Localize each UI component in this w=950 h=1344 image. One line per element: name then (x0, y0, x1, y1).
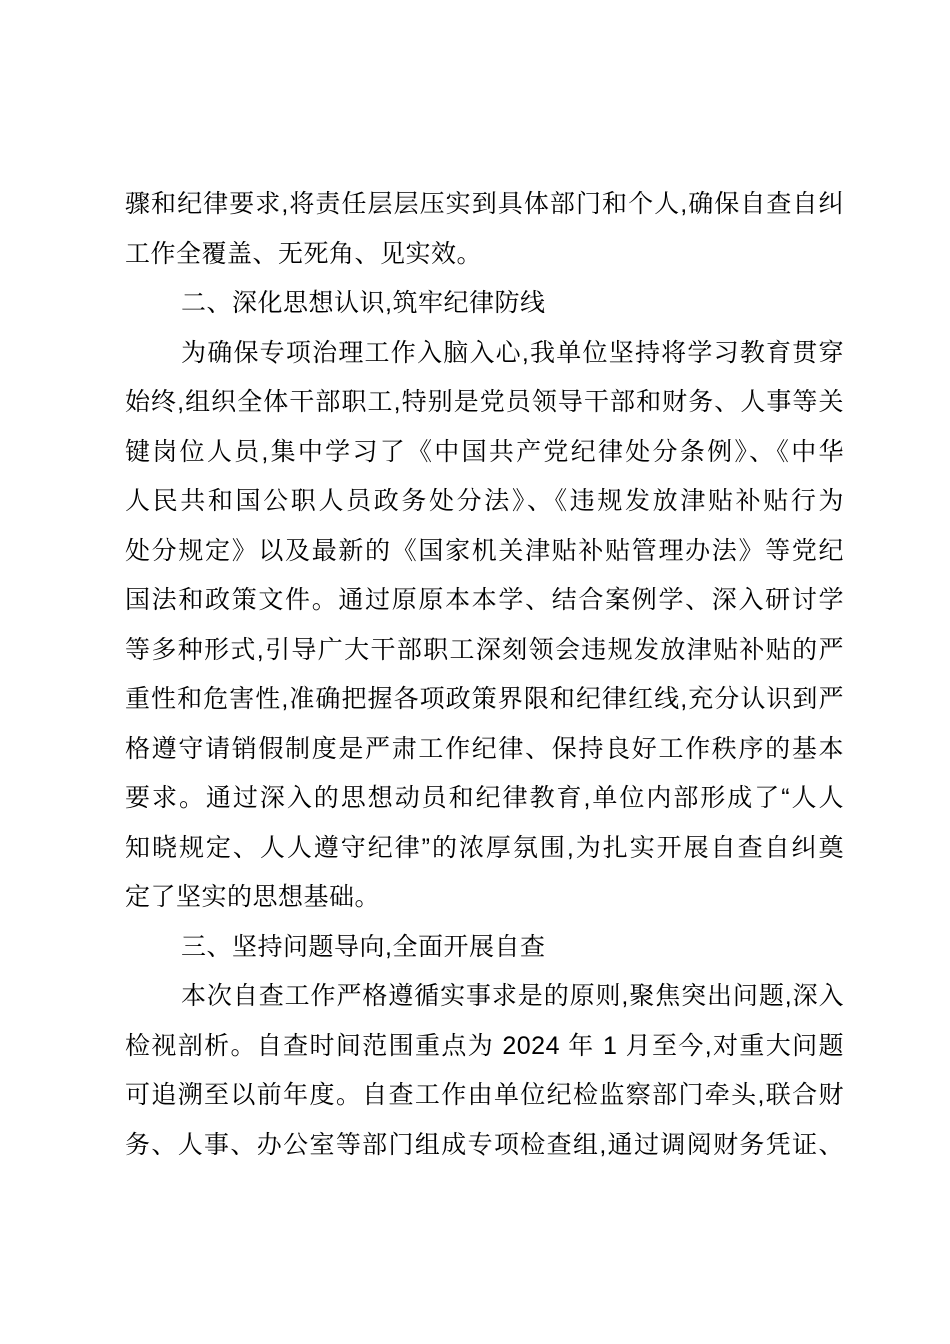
text-line: 人民共和国公职人员政务处分法》、《违规发放津贴补贴行为 (125, 487, 844, 515)
text-line: 要求。通过深入的思想动员和纪律教育,单位内部形成了“人人 (125, 784, 844, 812)
text-line: 为确保专项治理工作入脑入心,我单位坚持将学习教育贯穿 (181, 338, 844, 367)
text-line: 键岗位人员,集中学习了《中国共产党纪律处分条例》、《中华 (125, 437, 844, 466)
section-heading-3: 三、坚持问题导向,全面开展自查 (181, 932, 546, 961)
document-body (125, 180, 844, 1170)
text-line: 等多种形式,引导广大干部职工深刻领会违规发放津贴补贴的严 (125, 635, 844, 664)
text-line: 骤和纪律要求,将责任层层压实到具体部门和个人,确保自查自纠 (125, 190, 844, 218)
text-line: 务、人事、办公室等部门组成专项检查组,通过调阅财务凭证、 (125, 1130, 844, 1159)
text-line: 检视剖析。自查时间范围重点为 2024 年 1 月至今,对重大问题 (125, 1031, 844, 1060)
text-line: 重性和危害性,准确把握各项政策界限和纪律红线,充分认识到严 (125, 685, 844, 713)
text-line: 处分规定》以及最新的《国家机关津贴补贴管理办法》等党纪 (125, 536, 844, 565)
text-line: 定了坚实的思想基础。 (125, 883, 381, 911)
text-line: 可追溯至以前年度。自查工作由单位纪检监察部门牵头,联合财 (125, 1081, 844, 1109)
text-line: 本次自查工作严格遵循实事求是的原则,聚焦突出问题,深入 (181, 982, 844, 1010)
text-line: 始终,组织全体干部职工,特别是党员领导干部和财务、人事等关 (125, 388, 844, 416)
text-line: 国法和政策文件。通过原原本本学、结合案例学、深入研讨学 (125, 586, 844, 614)
section-heading-2: 二、深化思想认识,筑牢纪律防线 (181, 289, 546, 317)
text-line: 知晓规定、人人遵守纪律”的浓厚氛围,为扎实开展自查自纠奠 (125, 833, 844, 862)
text-line: 工作全覆盖、无死角、见实效。 (125, 239, 483, 268)
text-line: 格遵守请销假制度是严肃工作纪律、保持良好工作秩序的基本 (125, 734, 844, 763)
